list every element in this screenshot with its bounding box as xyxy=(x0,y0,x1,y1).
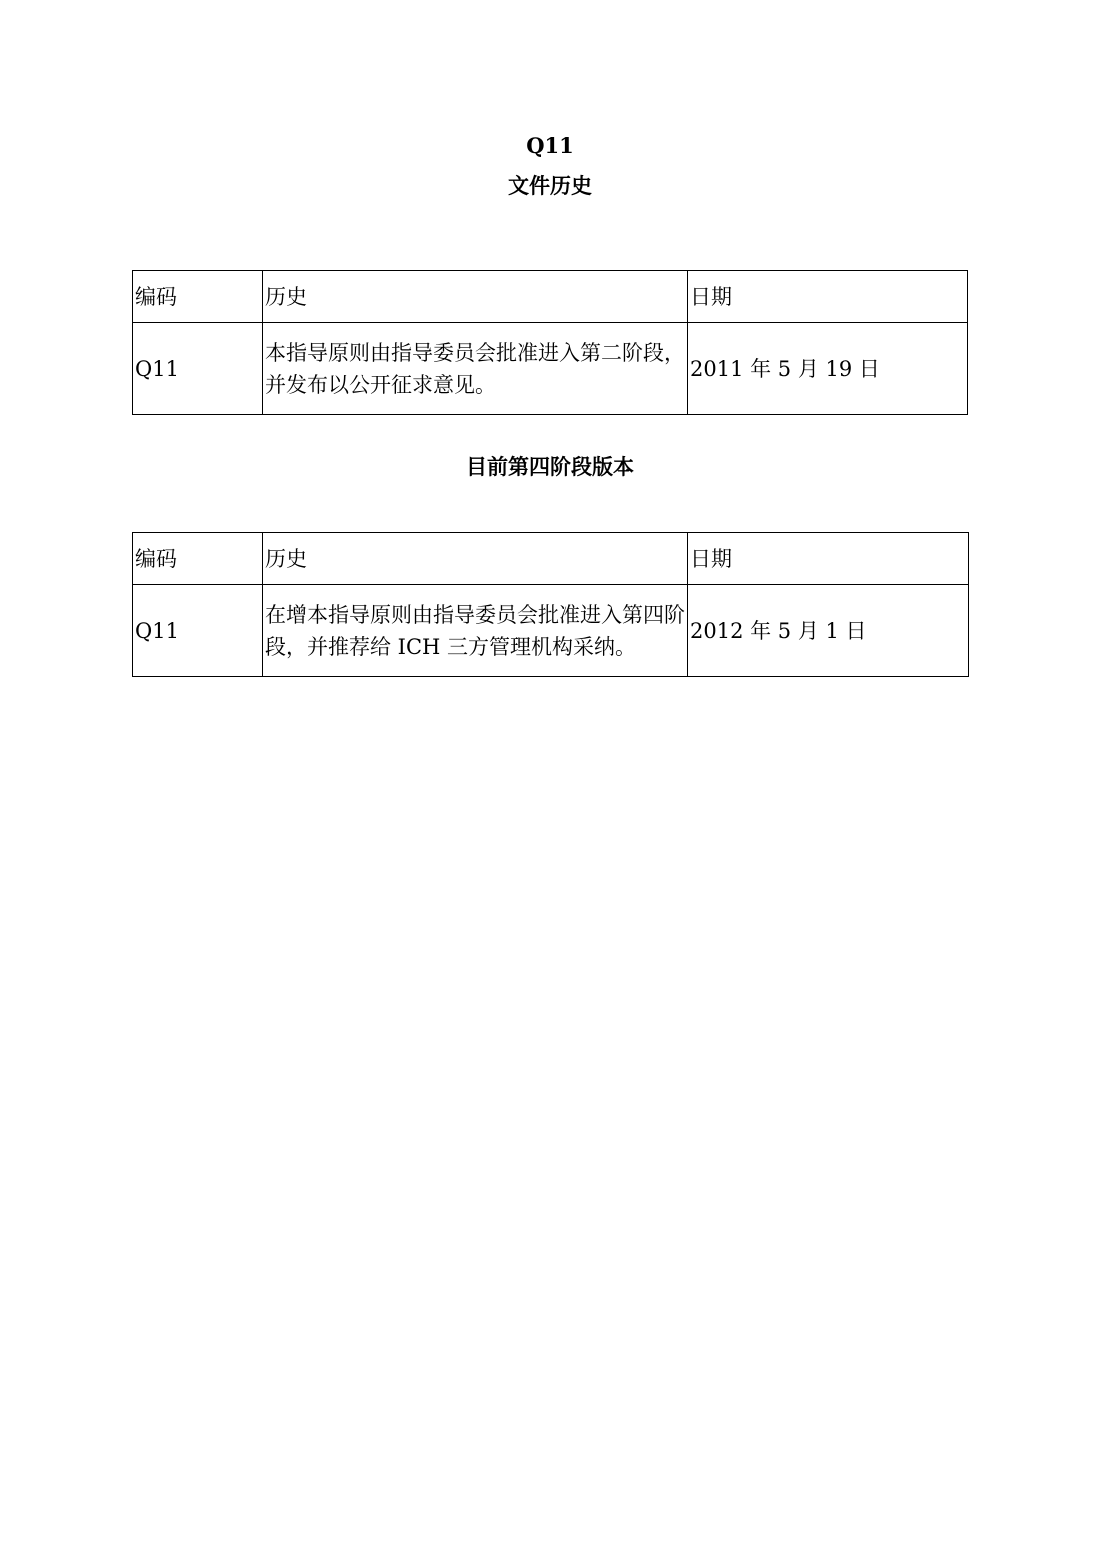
cell-history: 在增本指导原则由指导委员会批准进入第四阶段，并推荐给 ICH 三方管理机构采纳。 xyxy=(263,585,688,677)
document-code-title: Q11 xyxy=(526,133,574,158)
cell-code: Q11 xyxy=(133,323,263,415)
header-date: 日期 xyxy=(688,271,968,323)
header-code: 编码 xyxy=(133,533,263,585)
table-header-row xyxy=(133,533,969,585)
cell-date: 2011 年 5 月 19 日 xyxy=(688,323,968,415)
history-table-stage-4 xyxy=(132,532,969,677)
cell-history: 本指导原则由指导委员会批准进入第二阶段，并发布以公开征求意见。 xyxy=(263,323,688,415)
cell-code: Q11 xyxy=(133,585,263,677)
header-history: 历史 xyxy=(263,271,688,323)
cell-date: 2012 年 5 月 1 日 xyxy=(688,585,969,677)
document-history-title: 文件历史 xyxy=(508,173,592,198)
current-stage-title: 目前第四阶段版本 xyxy=(466,454,634,479)
table-row xyxy=(133,323,968,415)
header-date: 日期 xyxy=(688,533,969,585)
table-header-row xyxy=(133,271,968,323)
table-row xyxy=(133,585,969,677)
history-table-stage-2 xyxy=(132,270,968,415)
header-code: 编码 xyxy=(133,271,263,323)
header-history: 历史 xyxy=(263,533,688,585)
